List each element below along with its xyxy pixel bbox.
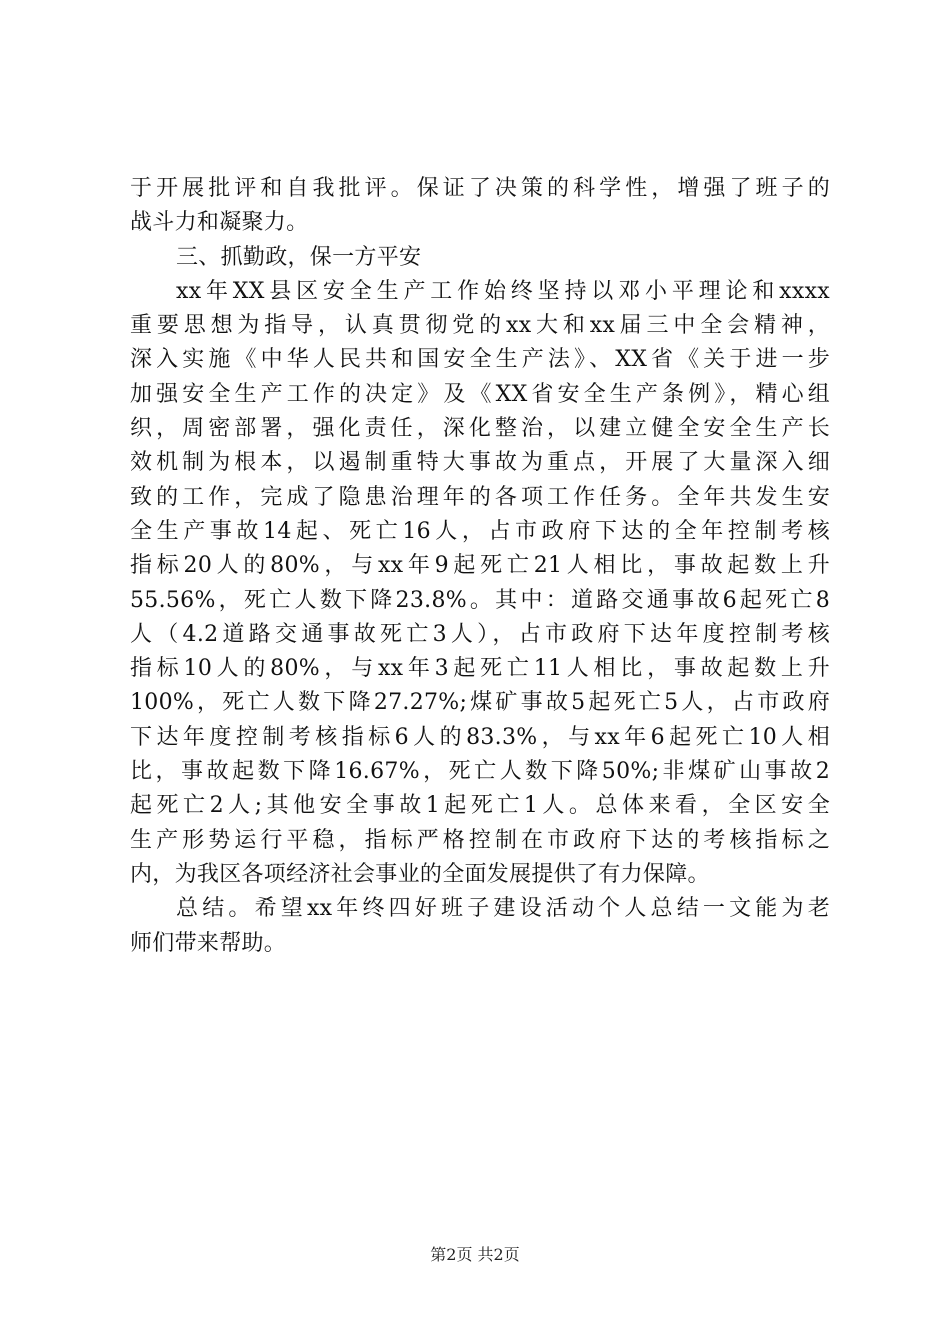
text-line: 加强安全生产工作的决定》及《XX省安全生产条例》，精心组	[130, 381, 830, 407]
text-line: 于开展批评和自我批评。保证了决策的科学性，增强了班子的	[130, 176, 830, 201]
text-line: 指标20人的80%，与xx年9起死亡21人相比，事故起数上升	[130, 553, 830, 579]
text-line: 指标10人的80%，与xx年3起死亡11人相比，事故起数上升	[130, 656, 830, 682]
page-footer: 第2页 共2页	[430, 1245, 520, 1264]
text-line: 内，为我区各项经济社会事业的全面发展提供了有力保障。	[130, 861, 710, 887]
text-line: 致的工作，完成了隐患治理年的各项工作任务。全年共发生安	[130, 484, 830, 510]
text-line: 生产形势运行平稳，指标严格控制在市政府下达的考核指标之	[130, 827, 830, 853]
text-line: xx年XX县区安全生产工作始终坚持以邓小平理论和xxxx	[176, 278, 830, 304]
text-line: 战斗力和凝聚力。	[130, 210, 309, 236]
text-line: 100%，死亡人数下降27.27%;煤矿事故5起死亡5人，占市政府	[130, 690, 830, 716]
text-line: 重要思想为指导，认真贯彻党的xx大和xx届三中全会精神，	[130, 313, 830, 339]
text-line: 起死亡2人;其他安全事故1起死亡1人。总体来看，全区安全	[130, 793, 830, 819]
text-line: 比，事故起数下降16.67%，死亡人数下降50%;非煤矿山事故2	[130, 759, 830, 785]
text-line: 深入实施《中华人民共和国安全生产法》、XX省《关于进一步	[130, 347, 830, 373]
text-line: 全生产事故14起、死亡16人，占市政府下达的全年控制考核	[130, 518, 830, 544]
text-line: 人（4.2道路交通事故死亡3人），占市政府下达年度控制考核	[130, 621, 830, 647]
text-line: 效机制为根本，以遏制重特大事故为重点，开展了大量深入细	[130, 450, 830, 476]
text-line: 织，周密部署，强化责任，深化整治，以建立健全安全生产长	[130, 416, 830, 442]
text-line: 下达年度控制考核指标6人的83.3%，与xx年6起死亡10人相	[130, 724, 830, 750]
text-line: 55.56%，死亡人数下降23.8%。其中：道路交通事故6起死亡8	[130, 587, 830, 613]
text-line: 三、抓勤政，保一方平安	[176, 244, 422, 270]
text-line: 师们带来帮助。	[130, 930, 287, 956]
document-body	[130, 172, 830, 961]
text-line: 总结。希望xx年终四好班子建设活动个人总结一文能为老	[176, 896, 830, 922]
